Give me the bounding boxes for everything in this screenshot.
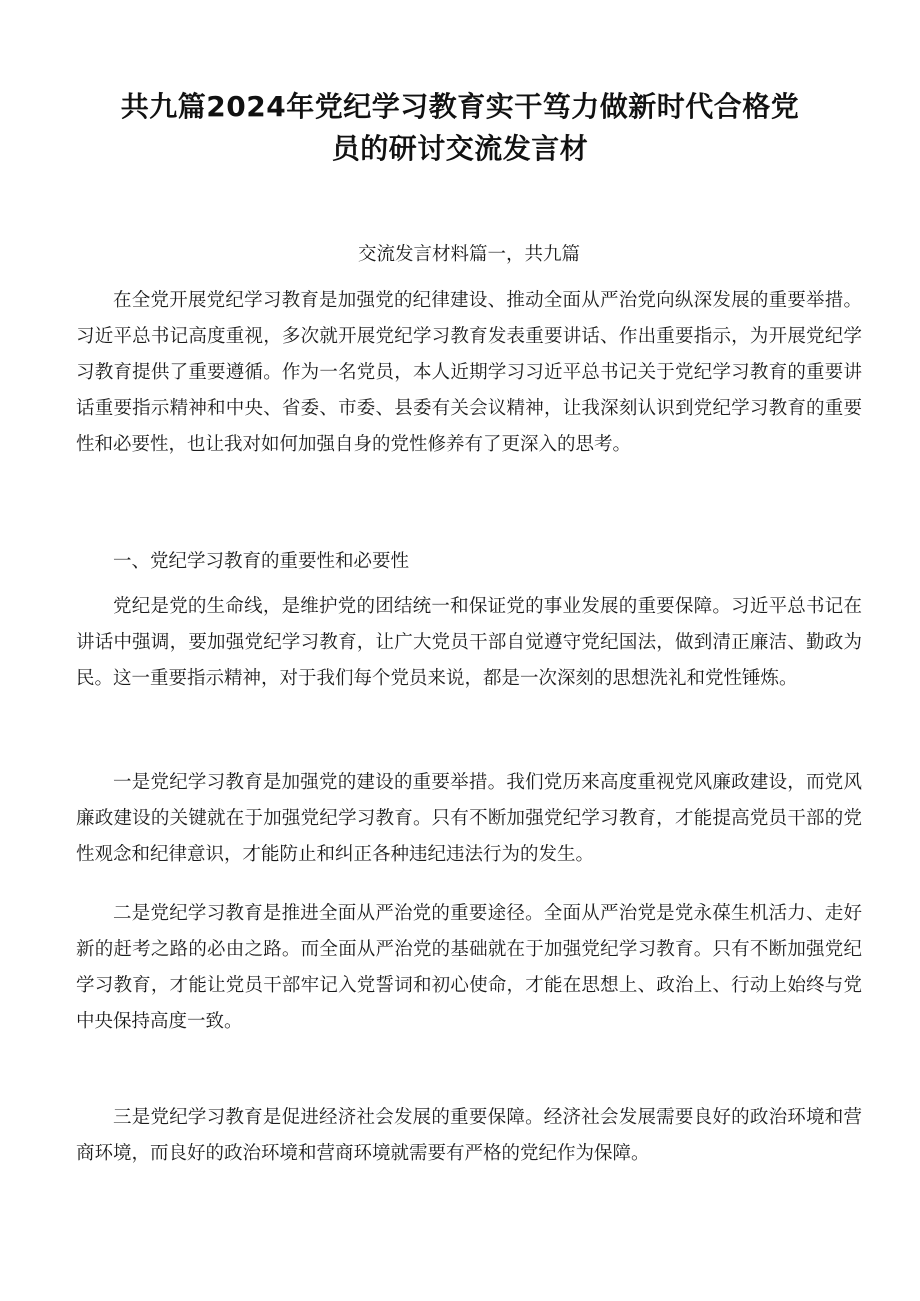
paragraph-point-three: 三是党纪学习教育是促进经济社会发展的重要保障。经济社会发展需要良好的政治环境和营商环境，而良好的政治环境和营商环境就需要有严格的党纪作为保障。 bbox=[76, 1107, 862, 1164]
paragraph-intro: 在全党开展党纪学习教育是加强党的纪律建设、推动全面从严治党向纵深发展的重要举措。习近平总书记高度重视，多次就开展党纪学习教育发表重要讲话、作出重要指示，为开展党纪学习教育提供了重要遵循。作为一名党员，本人近期学习习近平总书记关于党纪学习教育的重要讲话重要指示精神和中央、省委、市委、县委有关会议精神，让我深刻认识到党纪学习教育的重要性和必要性，也让我对如何加强自身的党性修养有了更深入的思考。 bbox=[76, 290, 862, 455]
document-subtitle: 交流发言材料篇一，共九篇 bbox=[357, 244, 580, 265]
paragraph-point-two: 二是党纪学习教育是推进全面从严治党的重要途径。全面从严治党是党永葆生机活力、走好新的赶考之路的必由之路。而全面从严治党的基础就在于加强党纪学习教育。只有不断加强党纪学习教育，才能让党员干部牢记入党誓词和初心使命，才能在思想上、政治上、行动上始终与党中央保持高度一致。 bbox=[76, 903, 862, 1032]
title-line-1: 共九篇2024年党纪学习教育实干笃力做新时代合格党 bbox=[120, 90, 800, 123]
title-line-2: 员的研讨交流发言材 bbox=[331, 132, 589, 165]
paragraph-point-one: 一是党纪学习教育是加强党的建设的重要举措。我们党历来高度重视党风廉政建设，而党风廉政建设的关键就在于加强党纪学习教育。只有不断加强党纪学习教育，才能提高党员干部的党性观念和纪律意识，才能防止和纠正各种违纪违法行为的发生。 bbox=[76, 772, 862, 865]
document-title bbox=[100, 86, 820, 170]
paragraph-party-discipline: 党纪是党的生命线，是维护党的团结统一和保证党的事业发展的重要保障。习近平总书记在讲话中强调，要加强党纪学习教育，让广大党员干部自觉遵守党纪国法，做到清正廉洁、勤政为民。这一重要指示精神，对于我们每个党员来说，都是一次深刻的思想洗礼和党性锤炼。 bbox=[76, 596, 862, 689]
section-heading-1: 一、党纪学习教育的重要性和必要性 bbox=[113, 551, 410, 572]
